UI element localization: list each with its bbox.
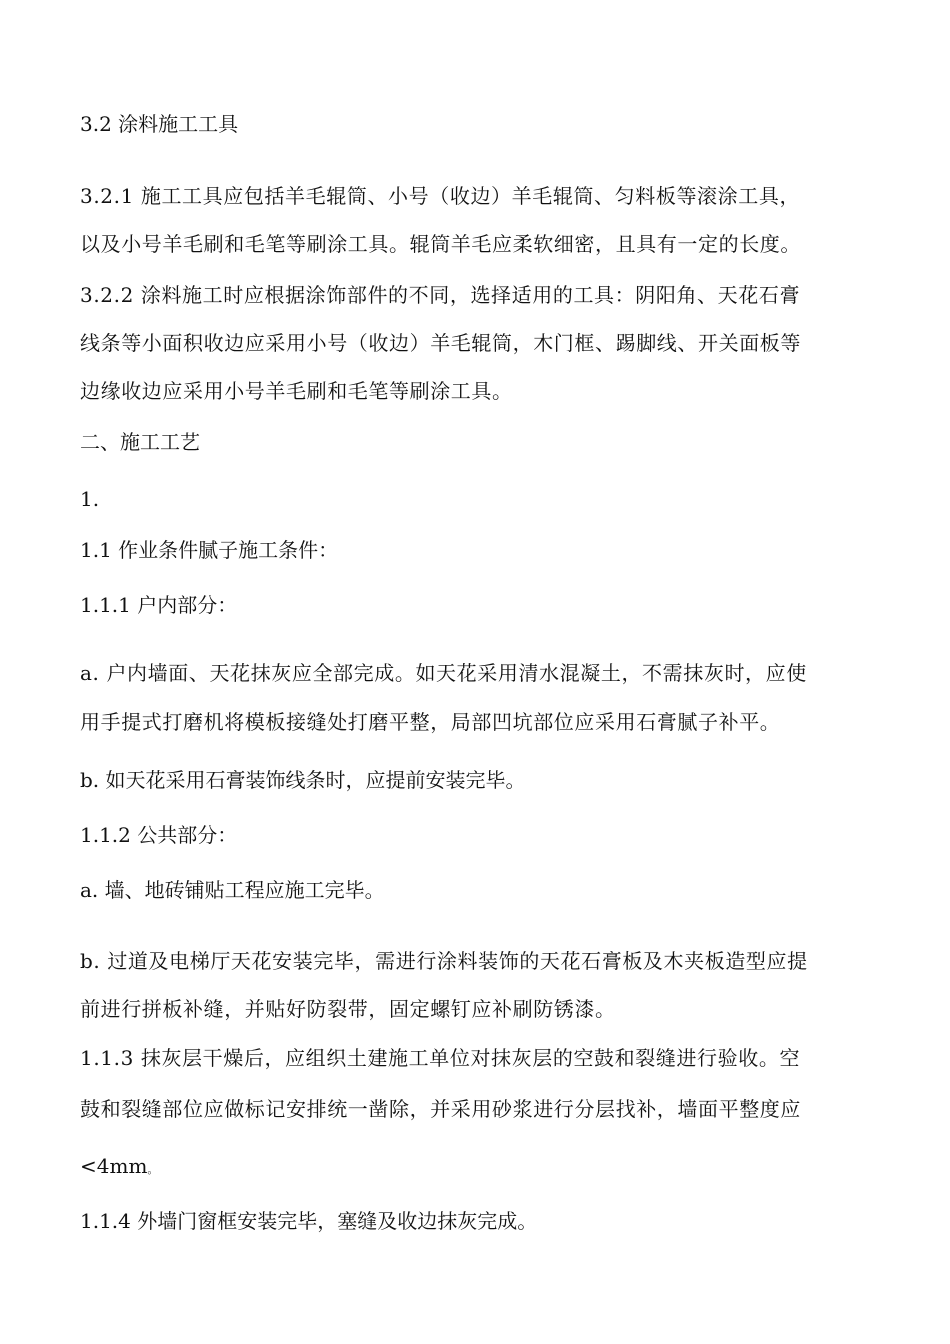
paragraph-1-1-3-line-3	[80, 1152, 158, 1184]
paragraph-3-2-1-line-1: 3.2.1 施工工具应包括羊毛辊筒、小号（收边）羊毛辊筒、匀料板等滚涂工具，	[80, 184, 801, 208]
paragraph-1-1-3-line-2: 鼓和裂缝部位应做标记安排统一凿除，并采用砂浆进行分层找补，墙面平整度应	[80, 1097, 801, 1121]
item-a-indoor-line-1: a. 户内墙面、天花抹灰应全部完成。如天花采用清水混凝土，不需抹灰时，应使	[80, 661, 807, 685]
small-period-mark: 。	[147, 1163, 159, 1176]
item-a-indoor-line-2: 用手提式打磨机将模板接缝处打磨平整，局部凹坑部位应采用石膏腻子补平。	[80, 710, 781, 734]
numbered-item-1: 1.	[80, 487, 100, 511]
paragraph-1-1-3-line-1: 1.1.3 抹灰层干燥后，应组织土建施工单位对抹灰层的空鼓和裂缝进行验收。空	[80, 1046, 801, 1070]
heading-1-1-1: 1.1.1 户内部分：	[80, 593, 238, 617]
paragraph-3-2-2-line-1: 3.2.2 涂料施工时应根据涂饰部件的不同，选择适用的工具：阴阳角、天花石膏	[80, 283, 801, 307]
section-heading-construction-process: 二、施工工艺	[80, 430, 200, 454]
paragraph-3-2-2-line-2: 线条等小面积收边应采用小号（收边）羊毛辊筒，木门框、踢脚线、开关面板等	[80, 331, 801, 355]
item-b-public-line-1: b. 过道及电梯厅天花安装完毕，需进行涂料装饰的天花石膏板及木夹板造型应提	[80, 949, 808, 973]
paragraph-3-2-1-line-2: 以及小号羊毛刷和毛笔等刷涂工具。辊筒羊毛应柔软细密，且具有一定的长度。	[80, 232, 801, 256]
flatness-value: <4mm	[80, 1154, 148, 1178]
paragraph-1-1-4: 1.1.4 外墙门窗框安装完毕，塞缝及收边抹灰完成。	[80, 1209, 538, 1233]
item-b-indoor: b. 如天花采用石膏装饰线条时，应提前安装完毕。	[80, 768, 526, 792]
heading-1-1: 1.1 作业条件腻子施工条件：	[80, 538, 339, 562]
section-heading-3-2: 3.2 涂料施工工具	[80, 112, 239, 136]
item-a-public: a. 墙、地砖铺贴工程应施工完毕。	[80, 878, 385, 902]
paragraph-3-2-2-line-3: 边缘收边应采用小号羊毛刷和毛笔等刷涂工具。	[80, 379, 513, 403]
heading-1-1-2: 1.1.2 公共部分：	[80, 823, 238, 847]
item-b-public-line-2: 前进行拼板补缝，并贴好防裂带，固定螺钉应补刷防锈漆。	[80, 997, 616, 1021]
